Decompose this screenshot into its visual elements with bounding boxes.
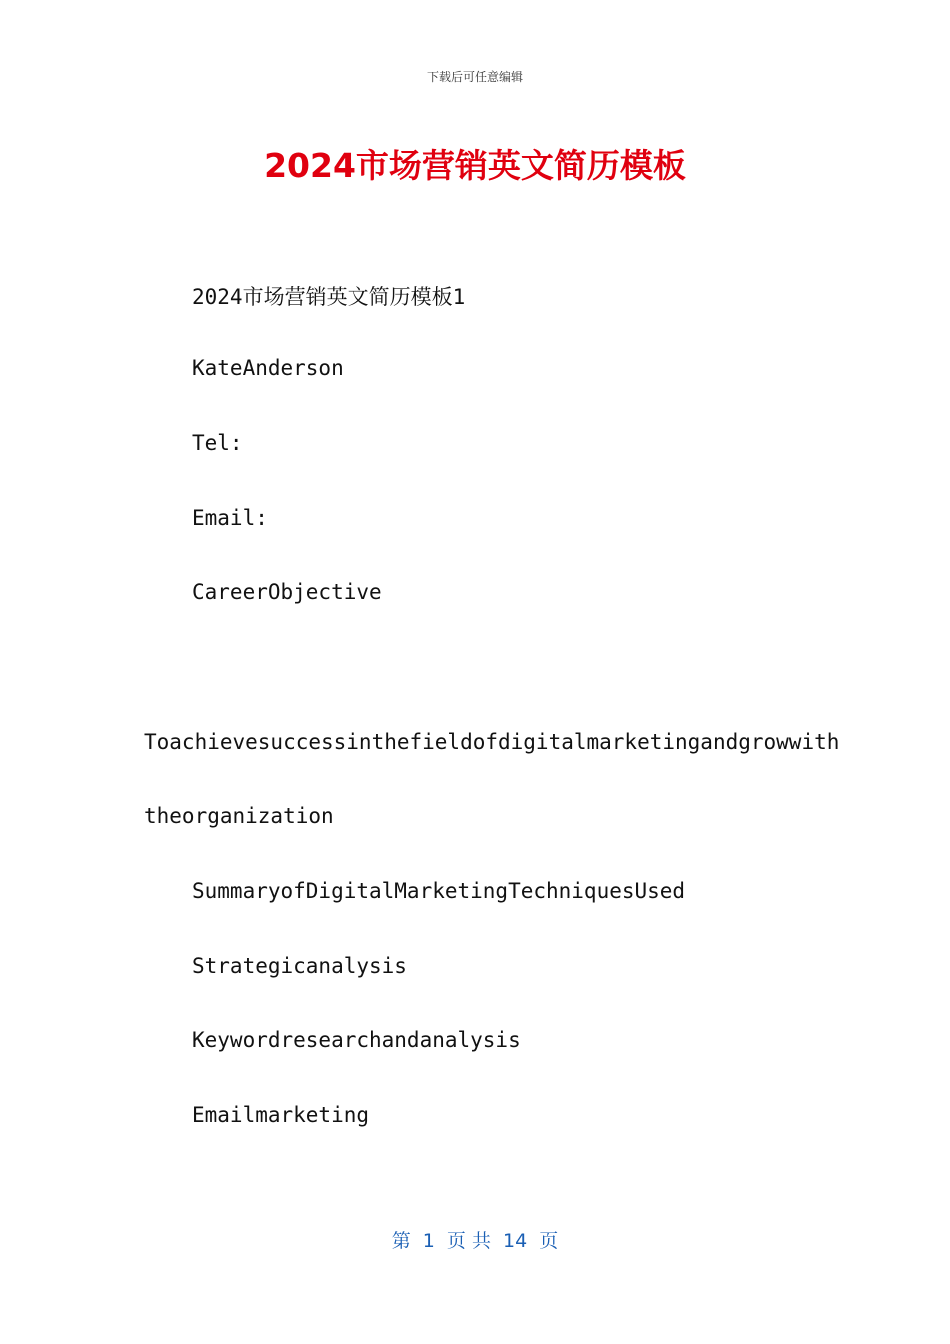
resume-subtitle: 2024市场营销英文简历模板1: [192, 285, 466, 309]
objective-text-line-1: Toachievesuccessinthefieldofdigitalmarketingandgrowwith: [144, 730, 840, 754]
objective-text-line-2: theorganization: [144, 804, 334, 828]
list-item: Strategicanalysis: [192, 954, 407, 978]
career-objective-heading: CareerObjective: [192, 580, 382, 604]
header-note: 下载后可任意编辑: [426, 70, 523, 84]
list-item: Emailmarketing: [192, 1103, 370, 1127]
candidate-name: KateAnderson: [192, 356, 344, 380]
email-label: Email:: [192, 506, 268, 530]
summary-heading: SummaryofDigitalMarketingTechniquesUsed: [192, 879, 686, 903]
page-number-footer: 第 1 页 共 14 页: [391, 1230, 559, 1252]
list-item: Keywordresearchandanalysis: [192, 1028, 521, 1052]
document-title: 2024市场营销英文简历模板: [264, 146, 686, 185]
tel-label: Tel:: [192, 431, 243, 455]
